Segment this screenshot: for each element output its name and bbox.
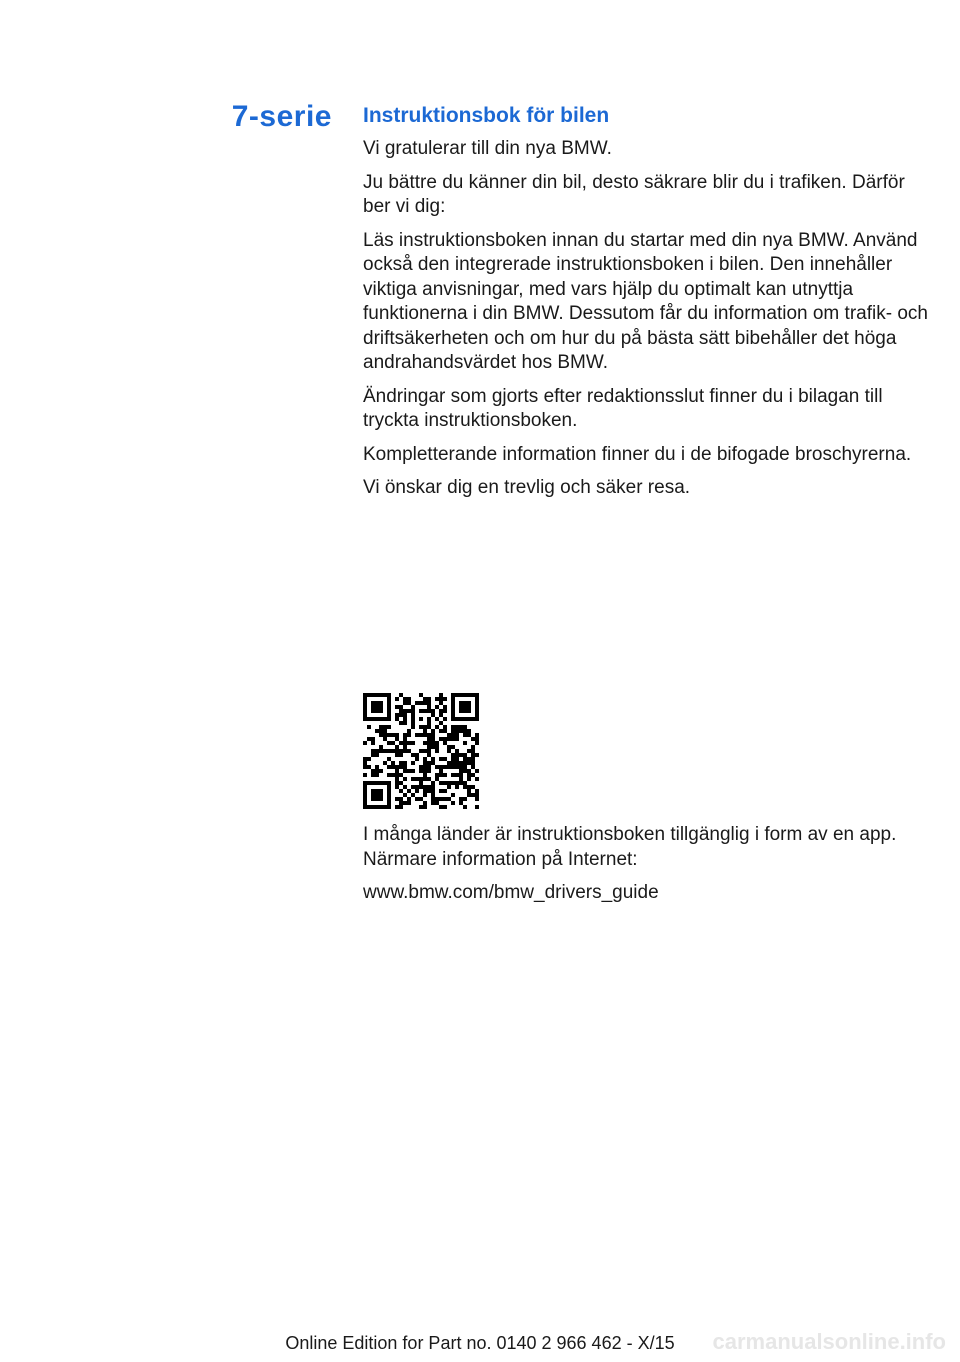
qr-code-icon [363,693,479,809]
watermark: carmanualsonline.info [712,1329,946,1354]
intro-paragraph: Läs instruktionsboken innan du startar med din nya BMW. Använd också den integrerade instruktionsboken i bilen. Den innehåller viktiga anvisningar, med vars hjälp du optimalt kan utnyttja funktionerna i din BMW. Dessutom får du information om trafik- och driftsäkerheten och om hur du på bästa sätt bibehåller det höga andrahandsvärdet hos BMW. [363,229,928,373]
series-title: 7-serie [231,100,332,133]
edition-text: Online Edition for Part no. 0140 2 966 462 - X/15 [285,1333,675,1353]
app-info-section [363,823,933,915]
intro-section [363,103,933,510]
intro-paragraph: Ju bättre du känner din bil, desto säkrare blir du i trafiken. Därför ber vi dig: [363,171,905,217]
intro-paragraph: Vi önskar dig en trevlig och säker resa. [363,477,691,498]
page-heading: Instruktionsbok för bilen [363,104,610,127]
intro-paragraph: Vi gratulerar till din nya BMW. [363,138,612,159]
app-info-text: I många länder är instruktionsboken tillgänglig i form av en app. Närmare information på Internet: [363,824,897,870]
footer [0,1329,960,1354]
intro-paragraph: Ändringar som gjorts efter redaktionsslut finner du i bilagan till tryckta instruktionsboken. [363,385,883,431]
drivers-guide-link[interactable]: www.bmw.com/bmw_drivers_guide [363,882,659,903]
intro-paragraph: Kompletterande information finner du i de bifogade broschyrerna. [363,443,912,465]
